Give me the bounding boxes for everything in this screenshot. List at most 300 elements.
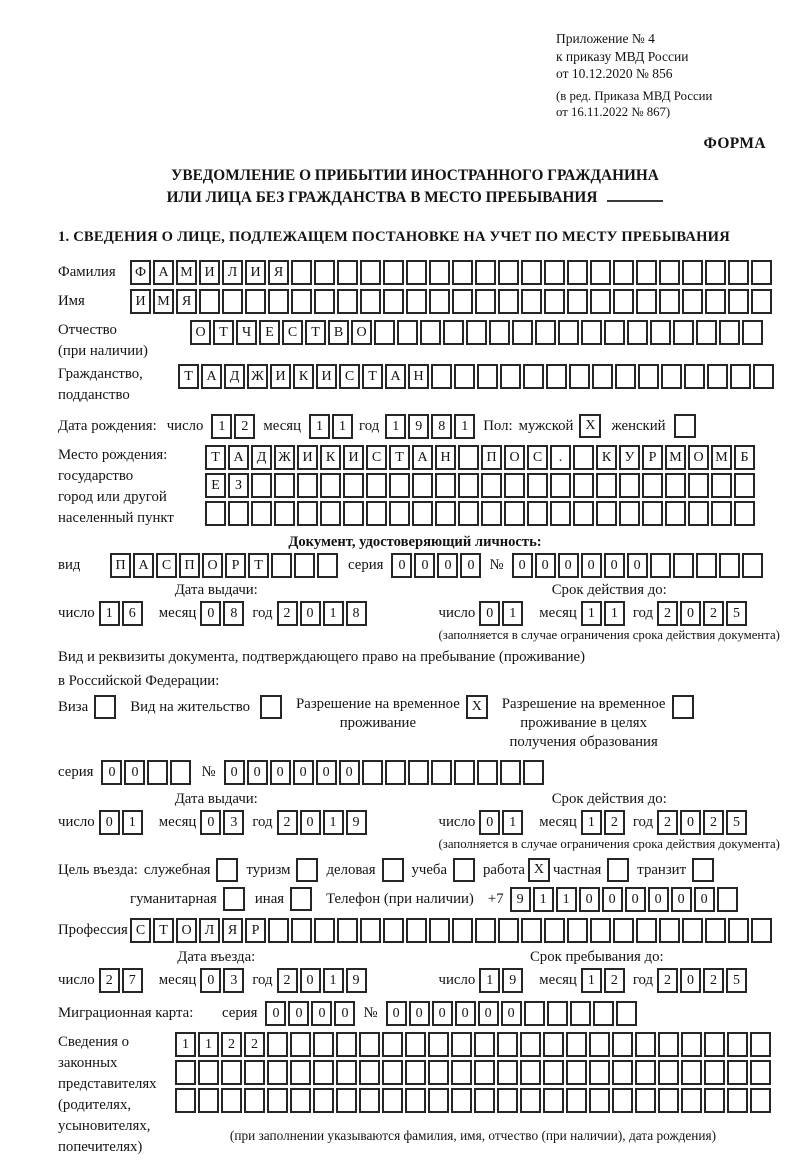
char-cell[interactable]: [546, 364, 567, 389]
char-cell[interactable]: [627, 320, 648, 345]
char-cell[interactable]: [592, 364, 613, 389]
char-cell[interactable]: [688, 501, 709, 526]
char-cell[interactable]: [682, 918, 703, 943]
char-cell[interactable]: Р: [225, 553, 246, 578]
char-cell[interactable]: [524, 1001, 545, 1026]
char-cell[interactable]: [543, 1088, 564, 1113]
char-cell[interactable]: [750, 1088, 771, 1113]
char-cell[interactable]: [688, 473, 709, 498]
char-cell[interactable]: [635, 1088, 656, 1113]
char-cell[interactable]: [707, 364, 728, 389]
char-cell[interactable]: [336, 1032, 357, 1057]
char-cell[interactable]: Т: [248, 553, 269, 578]
char-cell[interactable]: [198, 1060, 219, 1085]
char-cell[interactable]: [290, 1032, 311, 1057]
char-cell[interactable]: О: [176, 918, 197, 943]
char-cell[interactable]: К: [293, 364, 314, 389]
char-cell[interactable]: [267, 1088, 288, 1113]
char-cell[interactable]: Р: [642, 445, 663, 470]
char-cell[interactable]: 0: [265, 1001, 286, 1026]
char-cell[interactable]: 2: [604, 810, 625, 835]
char-cell[interactable]: 1: [99, 601, 120, 626]
char-cell[interactable]: Д: [251, 445, 272, 470]
char-cell[interactable]: [170, 760, 191, 785]
char-cell[interactable]: [360, 918, 381, 943]
female-checkbox[interactable]: [674, 414, 696, 438]
char-cell[interactable]: О: [688, 445, 709, 470]
char-cell[interactable]: [521, 260, 542, 285]
char-cell[interactable]: [245, 289, 266, 314]
char-cell[interactable]: 8: [223, 601, 244, 626]
char-cell[interactable]: [175, 1060, 196, 1085]
char-cell[interactable]: [567, 918, 588, 943]
char-cell[interactable]: [291, 260, 312, 285]
char-cell[interactable]: [612, 1060, 633, 1085]
char-cell[interactable]: 0: [101, 760, 122, 785]
char-cell[interactable]: [382, 1088, 403, 1113]
char-cell[interactable]: [475, 260, 496, 285]
char-cell[interactable]: [452, 289, 473, 314]
char-cell[interactable]: 2: [244, 1032, 265, 1057]
char-cell[interactable]: 0: [99, 810, 120, 835]
char-cell[interactable]: [452, 260, 473, 285]
char-cell[interactable]: [360, 260, 381, 285]
char-cell[interactable]: 0: [437, 553, 458, 578]
char-cell[interactable]: 0: [339, 760, 360, 785]
char-cell[interactable]: 0: [391, 553, 412, 578]
char-cell[interactable]: [751, 918, 772, 943]
char-cell[interactable]: 1: [385, 414, 406, 439]
char-cell[interactable]: [290, 1060, 311, 1085]
char-cell[interactable]: 8: [431, 414, 452, 439]
char-cell[interactable]: [523, 364, 544, 389]
char-cell[interactable]: 1: [533, 887, 554, 912]
char-cell[interactable]: 1: [581, 601, 602, 626]
char-cell[interactable]: [221, 1088, 242, 1113]
char-cell[interactable]: 0: [558, 553, 579, 578]
char-cell[interactable]: 1: [122, 810, 143, 835]
char-cell[interactable]: 2: [703, 601, 724, 626]
char-cell[interactable]: [705, 289, 726, 314]
char-cell[interactable]: [682, 260, 703, 285]
char-cell[interactable]: [500, 364, 521, 389]
char-cell[interactable]: [523, 760, 544, 785]
char-cell[interactable]: К: [596, 445, 617, 470]
char-cell[interactable]: [616, 1001, 637, 1026]
char-cell[interactable]: [728, 260, 749, 285]
char-cell[interactable]: [477, 364, 498, 389]
purpose-business-checkbox[interactable]: [382, 858, 404, 882]
char-cell[interactable]: [753, 364, 774, 389]
char-cell[interactable]: [429, 918, 450, 943]
char-cell[interactable]: [406, 918, 427, 943]
char-cell[interactable]: 0: [648, 887, 669, 912]
char-cell[interactable]: 9: [346, 968, 367, 993]
purpose-work-checkbox[interactable]: X: [528, 858, 550, 882]
char-cell[interactable]: [659, 260, 680, 285]
char-cell[interactable]: [650, 553, 671, 578]
char-cell[interactable]: [550, 501, 571, 526]
char-cell[interactable]: [199, 289, 220, 314]
char-cell[interactable]: И: [343, 445, 364, 470]
char-cell[interactable]: [251, 473, 272, 498]
char-cell[interactable]: [665, 501, 686, 526]
char-cell[interactable]: [475, 918, 496, 943]
char-cell[interactable]: 0: [680, 968, 701, 993]
char-cell[interactable]: [383, 289, 404, 314]
char-cell[interactable]: [294, 553, 315, 578]
char-cell[interactable]: 1: [502, 601, 523, 626]
char-cell[interactable]: 1: [479, 968, 500, 993]
char-cell[interactable]: 0: [512, 553, 533, 578]
char-cell[interactable]: [673, 553, 694, 578]
char-cell[interactable]: [175, 1088, 196, 1113]
char-cell[interactable]: [681, 1088, 702, 1113]
char-cell[interactable]: [566, 1088, 587, 1113]
char-cell[interactable]: П: [481, 445, 502, 470]
char-cell[interactable]: 0: [200, 810, 221, 835]
char-cell[interactable]: 0: [300, 601, 321, 626]
char-cell[interactable]: [428, 1060, 449, 1085]
char-cell[interactable]: [544, 918, 565, 943]
char-cell[interactable]: Л: [199, 918, 220, 943]
char-cell[interactable]: Т: [205, 445, 226, 470]
char-cell[interactable]: [727, 1088, 748, 1113]
char-cell[interactable]: [705, 918, 726, 943]
char-cell[interactable]: [359, 1088, 380, 1113]
char-cell[interactable]: [619, 501, 640, 526]
char-cell[interactable]: [291, 289, 312, 314]
char-cell[interactable]: 0: [300, 810, 321, 835]
char-cell[interactable]: Т: [362, 364, 383, 389]
char-cell[interactable]: [429, 289, 450, 314]
char-cell[interactable]: 9: [502, 968, 523, 993]
char-cell[interactable]: [408, 760, 429, 785]
char-cell[interactable]: [267, 1060, 288, 1085]
char-cell[interactable]: 9: [346, 810, 367, 835]
char-cell[interactable]: [428, 1032, 449, 1057]
char-cell[interactable]: [389, 473, 410, 498]
char-cell[interactable]: [383, 260, 404, 285]
char-cell[interactable]: И: [130, 289, 151, 314]
char-cell[interactable]: [221, 1060, 242, 1085]
char-cell[interactable]: [593, 1001, 614, 1026]
char-cell[interactable]: 5: [726, 601, 747, 626]
char-cell[interactable]: [314, 289, 335, 314]
char-cell[interactable]: [205, 501, 226, 526]
char-cell[interactable]: [658, 1032, 679, 1057]
char-cell[interactable]: [458, 501, 479, 526]
char-cell[interactable]: [635, 1060, 656, 1085]
char-cell[interactable]: [267, 1032, 288, 1057]
char-cell[interactable]: 2: [604, 968, 625, 993]
char-cell[interactable]: [659, 289, 680, 314]
char-cell[interactable]: 0: [455, 1001, 476, 1026]
char-cell[interactable]: 2: [657, 810, 678, 835]
char-cell[interactable]: [337, 289, 358, 314]
char-cell[interactable]: 5: [726, 968, 747, 993]
char-cell[interactable]: [527, 473, 548, 498]
char-cell[interactable]: [661, 364, 682, 389]
char-cell[interactable]: [569, 364, 590, 389]
char-cell[interactable]: [498, 918, 519, 943]
char-cell[interactable]: [742, 553, 763, 578]
char-cell[interactable]: [498, 260, 519, 285]
char-cell[interactable]: [454, 364, 475, 389]
char-cell[interactable]: 0: [224, 760, 245, 785]
char-cell[interactable]: [581, 320, 602, 345]
char-cell[interactable]: [717, 887, 738, 912]
char-cell[interactable]: [343, 473, 364, 498]
char-cell[interactable]: 2: [657, 968, 678, 993]
char-cell[interactable]: [497, 1060, 518, 1085]
char-cell[interactable]: [420, 320, 441, 345]
char-cell[interactable]: Т: [213, 320, 234, 345]
char-cell[interactable]: 0: [625, 887, 646, 912]
char-cell[interactable]: 0: [604, 553, 625, 578]
char-cell[interactable]: [228, 501, 249, 526]
char-cell[interactable]: [313, 1032, 334, 1057]
char-cell[interactable]: 3: [223, 810, 244, 835]
char-cell[interactable]: [297, 501, 318, 526]
char-cell[interactable]: [320, 473, 341, 498]
char-cell[interactable]: 0: [293, 760, 314, 785]
char-cell[interactable]: [696, 320, 717, 345]
char-cell[interactable]: [638, 364, 659, 389]
char-cell[interactable]: [704, 1032, 725, 1057]
char-cell[interactable]: [544, 289, 565, 314]
char-cell[interactable]: [412, 501, 433, 526]
char-cell[interactable]: С: [156, 553, 177, 578]
char-cell[interactable]: [317, 553, 338, 578]
char-cell[interactable]: [573, 445, 594, 470]
char-cell[interactable]: [512, 320, 533, 345]
char-cell[interactable]: .: [550, 445, 571, 470]
char-cell[interactable]: [397, 320, 418, 345]
char-cell[interactable]: 2: [234, 414, 255, 439]
char-cell[interactable]: 0: [479, 601, 500, 626]
char-cell[interactable]: 1: [502, 810, 523, 835]
char-cell[interactable]: 1: [323, 968, 344, 993]
char-cell[interactable]: Ф: [130, 260, 151, 285]
char-cell[interactable]: 0: [501, 1001, 522, 1026]
char-cell[interactable]: [268, 289, 289, 314]
char-cell[interactable]: [477, 760, 498, 785]
char-cell[interactable]: 2: [703, 968, 724, 993]
char-cell[interactable]: [665, 473, 686, 498]
char-cell[interactable]: 5: [726, 810, 747, 835]
char-cell[interactable]: [750, 1060, 771, 1085]
char-cell[interactable]: Т: [389, 445, 410, 470]
char-cell[interactable]: [711, 501, 732, 526]
char-cell[interactable]: [590, 918, 611, 943]
char-cell[interactable]: Е: [259, 320, 280, 345]
char-cell[interactable]: [590, 260, 611, 285]
char-cell[interactable]: [642, 473, 663, 498]
char-cell[interactable]: 1: [581, 810, 602, 835]
char-cell[interactable]: А: [412, 445, 433, 470]
char-cell[interactable]: [734, 501, 755, 526]
char-cell[interactable]: [385, 760, 406, 785]
char-cell[interactable]: [520, 1060, 541, 1085]
char-cell[interactable]: [521, 289, 542, 314]
char-cell[interactable]: А: [153, 260, 174, 285]
purpose-other-checkbox[interactable]: [290, 887, 312, 911]
char-cell[interactable]: О: [190, 320, 211, 345]
char-cell[interactable]: [504, 473, 525, 498]
char-cell[interactable]: С: [366, 445, 387, 470]
char-cell[interactable]: [489, 320, 510, 345]
char-cell[interactable]: [405, 1060, 426, 1085]
char-cell[interactable]: [474, 1088, 495, 1113]
char-cell[interactable]: [589, 1060, 610, 1085]
char-cell[interactable]: [704, 1088, 725, 1113]
visa-checkbox[interactable]: [94, 695, 116, 719]
char-cell[interactable]: [497, 1088, 518, 1113]
char-cell[interactable]: [570, 1001, 591, 1026]
char-cell[interactable]: [730, 364, 751, 389]
char-cell[interactable]: [406, 260, 427, 285]
char-cell[interactable]: Т: [305, 320, 326, 345]
char-cell[interactable]: 0: [414, 553, 435, 578]
char-cell[interactable]: [704, 1060, 725, 1085]
char-cell[interactable]: [244, 1060, 265, 1085]
char-cell[interactable]: [274, 473, 295, 498]
char-cell[interactable]: [520, 1088, 541, 1113]
char-cell[interactable]: 2: [277, 968, 298, 993]
char-cell[interactable]: [435, 501, 456, 526]
char-cell[interactable]: [728, 918, 749, 943]
char-cell[interactable]: Ч: [236, 320, 257, 345]
char-cell[interactable]: [734, 473, 755, 498]
char-cell[interactable]: 0: [460, 553, 481, 578]
male-checkbox[interactable]: X: [579, 414, 601, 438]
char-cell[interactable]: Ж: [247, 364, 268, 389]
char-cell[interactable]: [320, 501, 341, 526]
char-cell[interactable]: [452, 918, 473, 943]
char-cell[interactable]: [337, 918, 358, 943]
char-cell[interactable]: [742, 320, 763, 345]
char-cell[interactable]: [297, 473, 318, 498]
char-cell[interactable]: Д: [224, 364, 245, 389]
char-cell[interactable]: М: [153, 289, 174, 314]
char-cell[interactable]: [382, 1060, 403, 1085]
char-cell[interactable]: [520, 1032, 541, 1057]
char-cell[interactable]: [474, 1032, 495, 1057]
char-cell[interactable]: Л: [222, 260, 243, 285]
char-cell[interactable]: П: [179, 553, 200, 578]
char-cell[interactable]: [590, 289, 611, 314]
char-cell[interactable]: [550, 473, 571, 498]
char-cell[interactable]: 0: [579, 887, 600, 912]
char-cell[interactable]: Т: [153, 918, 174, 943]
char-cell[interactable]: 1: [309, 414, 330, 439]
char-cell[interactable]: [589, 1032, 610, 1057]
char-cell[interactable]: [543, 1032, 564, 1057]
char-cell[interactable]: 1: [581, 968, 602, 993]
char-cell[interactable]: 6: [122, 601, 143, 626]
char-cell[interactable]: 0: [334, 1001, 355, 1026]
char-cell[interactable]: 0: [478, 1001, 499, 1026]
char-cell[interactable]: [359, 1060, 380, 1085]
char-cell[interactable]: [481, 473, 502, 498]
char-cell[interactable]: 7: [122, 968, 143, 993]
char-cell[interactable]: [612, 1032, 633, 1057]
purpose-transit-checkbox[interactable]: [692, 858, 714, 882]
char-cell[interactable]: Н: [408, 364, 429, 389]
char-cell[interactable]: [673, 320, 694, 345]
char-cell[interactable]: 0: [535, 553, 556, 578]
char-cell[interactable]: [268, 918, 289, 943]
char-cell[interactable]: [558, 320, 579, 345]
char-cell[interactable]: [615, 364, 636, 389]
char-cell[interactable]: [458, 445, 479, 470]
char-cell[interactable]: [504, 501, 525, 526]
char-cell[interactable]: 0: [316, 760, 337, 785]
char-cell[interactable]: [527, 501, 548, 526]
char-cell[interactable]: 0: [602, 887, 623, 912]
char-cell[interactable]: [696, 553, 717, 578]
char-cell[interactable]: [728, 289, 749, 314]
char-cell[interactable]: [681, 1060, 702, 1085]
char-cell[interactable]: [222, 289, 243, 314]
char-cell[interactable]: [336, 1088, 357, 1113]
purpose-official-checkbox[interactable]: [216, 858, 238, 882]
char-cell[interactable]: 1: [175, 1032, 196, 1057]
char-cell[interactable]: [681, 1032, 702, 1057]
char-cell[interactable]: 0: [288, 1001, 309, 1026]
char-cell[interactable]: [313, 1060, 334, 1085]
char-cell[interactable]: [727, 1032, 748, 1057]
char-cell[interactable]: [337, 260, 358, 285]
char-cell[interactable]: Н: [435, 445, 456, 470]
char-cell[interactable]: [290, 1088, 311, 1113]
char-cell[interactable]: [612, 1088, 633, 1113]
char-cell[interactable]: Я: [222, 918, 243, 943]
char-cell[interactable]: 1: [332, 414, 353, 439]
char-cell[interactable]: [405, 1032, 426, 1057]
char-cell[interactable]: Я: [176, 289, 197, 314]
char-cell[interactable]: М: [711, 445, 732, 470]
char-cell[interactable]: 1: [604, 601, 625, 626]
char-cell[interactable]: [636, 260, 657, 285]
char-cell[interactable]: О: [202, 553, 223, 578]
char-cell[interactable]: 1: [323, 810, 344, 835]
char-cell[interactable]: 2: [277, 810, 298, 835]
char-cell[interactable]: А: [133, 553, 154, 578]
char-cell[interactable]: [291, 918, 312, 943]
char-cell[interactable]: М: [176, 260, 197, 285]
char-cell[interactable]: [719, 553, 740, 578]
char-cell[interactable]: [544, 260, 565, 285]
char-cell[interactable]: С: [130, 918, 151, 943]
char-cell[interactable]: 2: [277, 601, 298, 626]
char-cell[interactable]: [451, 1088, 472, 1113]
char-cell[interactable]: 0: [680, 810, 701, 835]
char-cell[interactable]: А: [385, 364, 406, 389]
char-cell[interactable]: [429, 260, 450, 285]
char-cell[interactable]: [751, 289, 772, 314]
char-cell[interactable]: 0: [432, 1001, 453, 1026]
purpose-tourism-checkbox[interactable]: [296, 858, 318, 882]
char-cell[interactable]: 0: [386, 1001, 407, 1026]
char-cell[interactable]: [389, 501, 410, 526]
char-cell[interactable]: А: [201, 364, 222, 389]
char-cell[interactable]: [566, 1060, 587, 1085]
char-cell[interactable]: [635, 1032, 656, 1057]
char-cell[interactable]: 0: [200, 601, 221, 626]
char-cell[interactable]: 1: [211, 414, 232, 439]
